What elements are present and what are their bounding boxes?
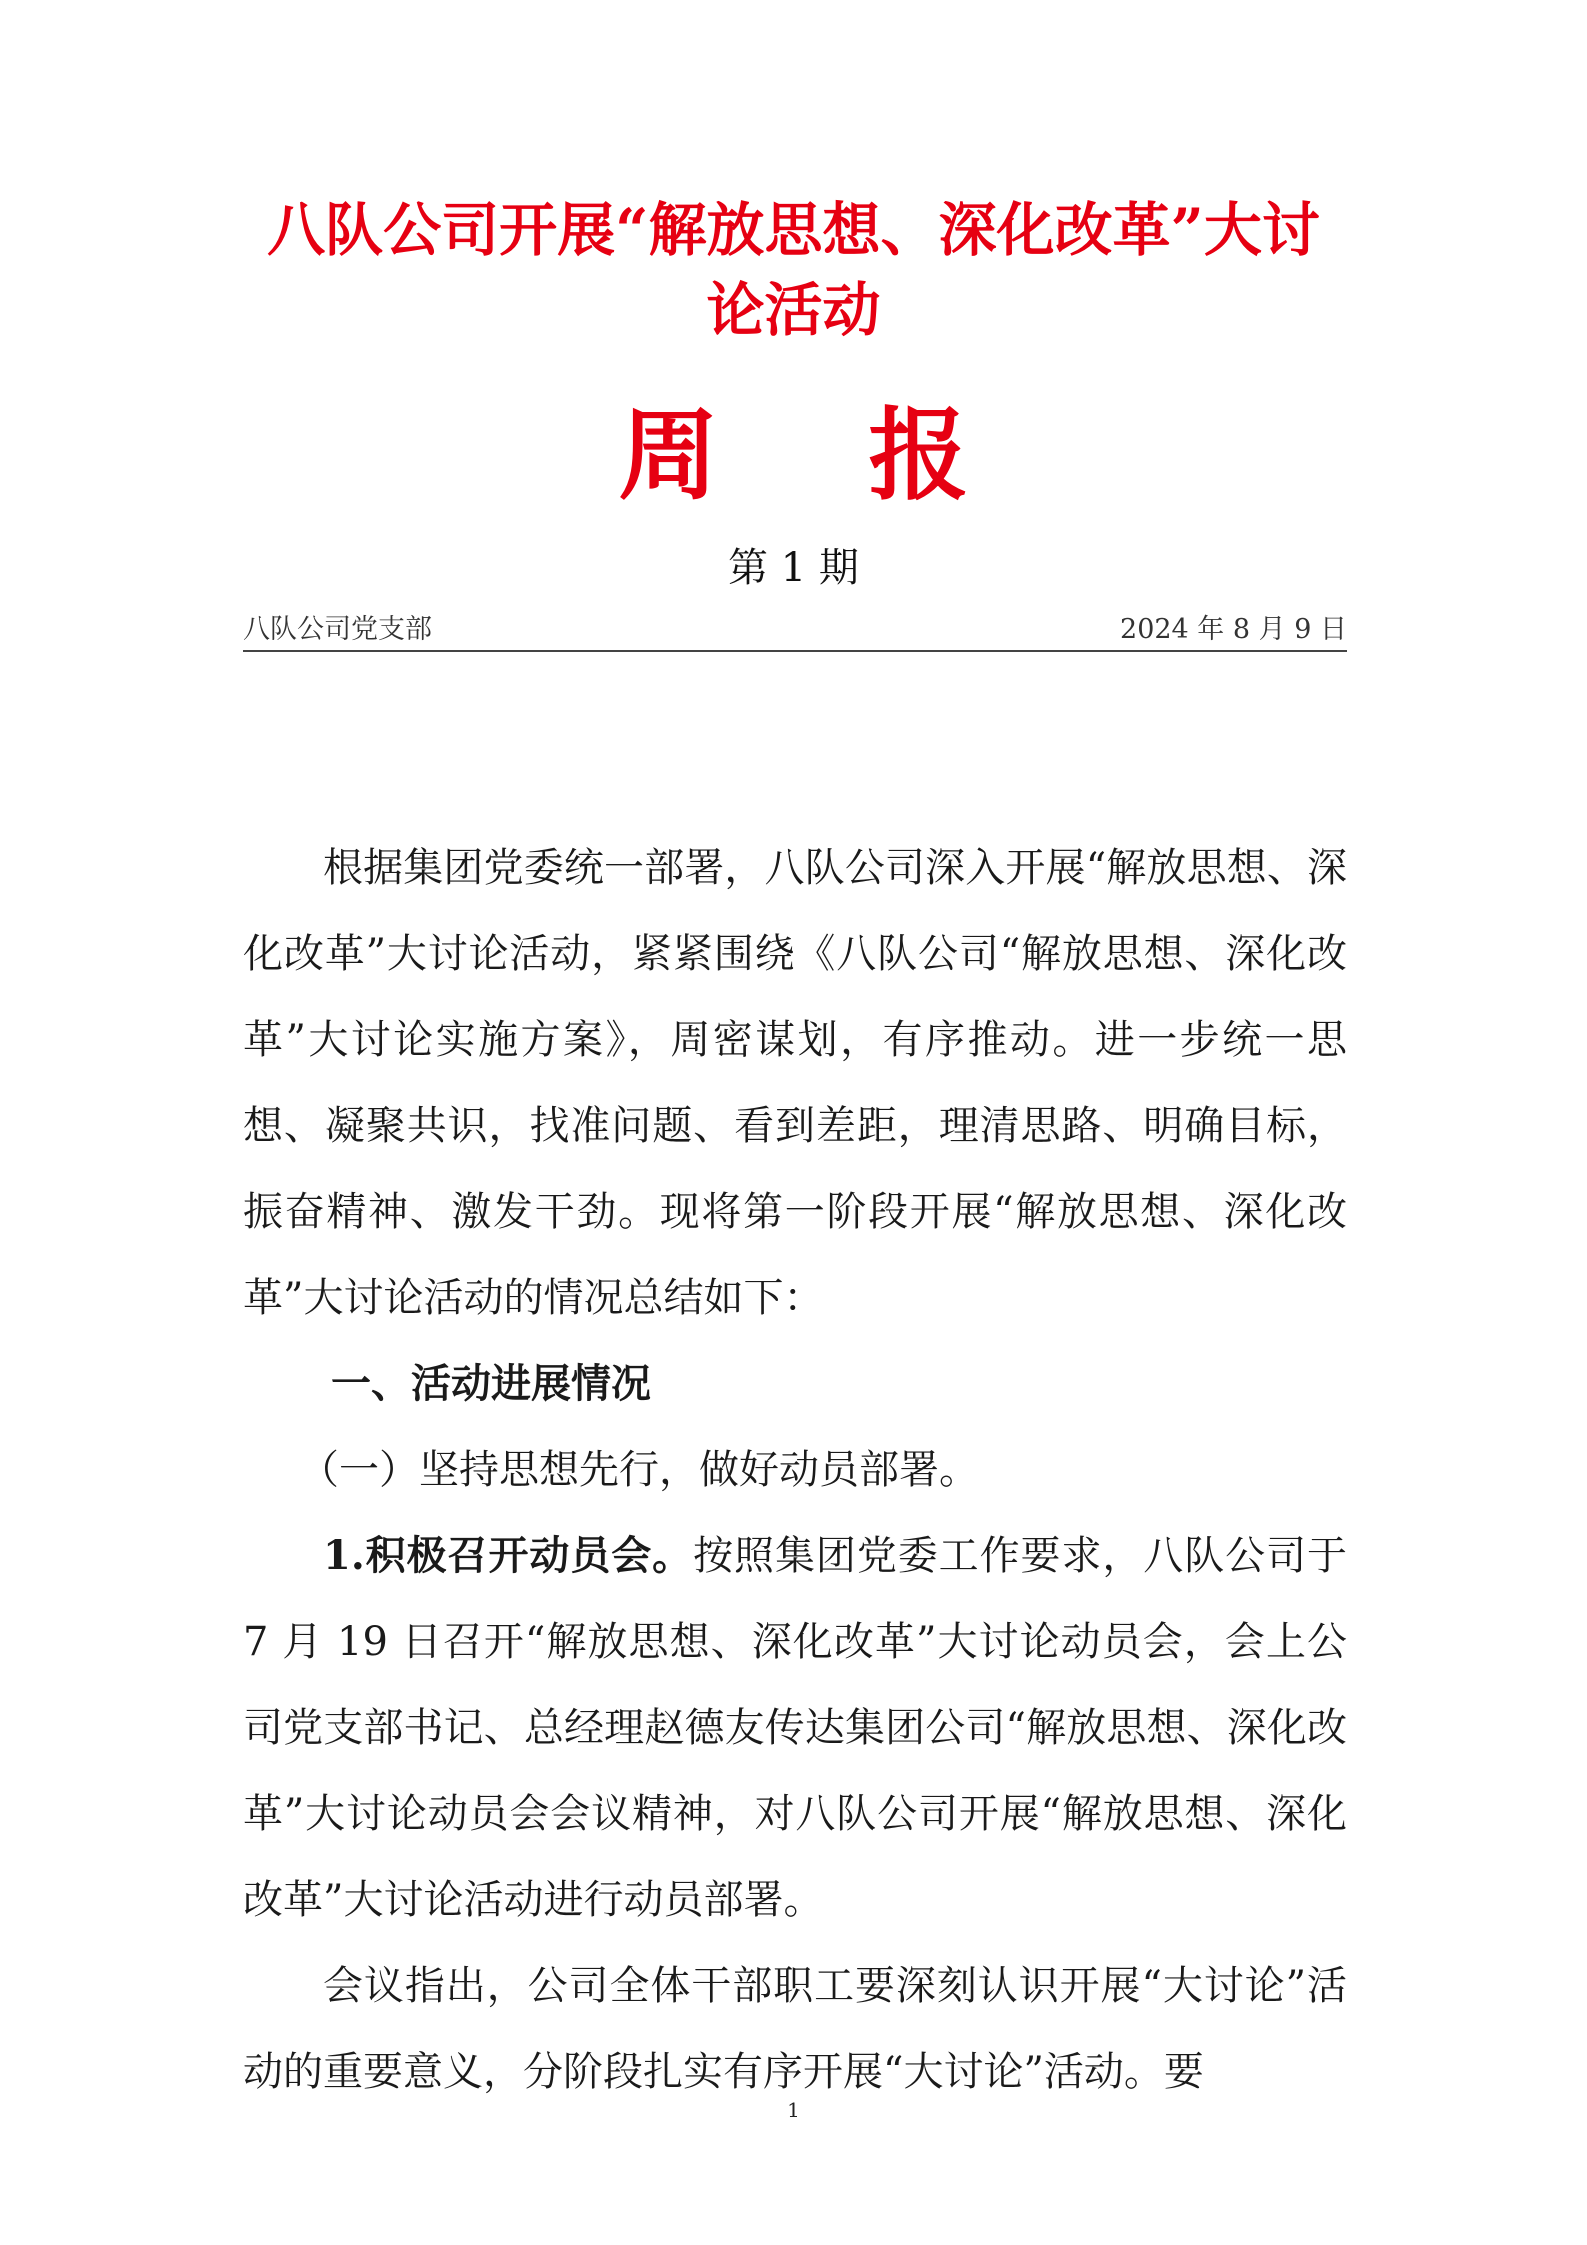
- issue-number: 第 1 期: [728, 545, 859, 591]
- page-number: 1: [787, 2098, 800, 2122]
- subsection-heading-1: （一）坚持思想先行，做好动员部署。: [299, 1447, 979, 1493]
- intro-paragraph: 根据集团党委统一部署，八队公司深入开展“解放思想、深化改革”大讨论活动，紧紧围绕《八队公司“解放思想、深化改革”大讨论实施方案》，周密谋划，有序推动。进一步统一思想、凝聚共识，找准问题、看到差距，理清思路、明确目标，振奋精神、激发干劲。现将第一阶段开展“解放思想、深化改革”大讨论活动的情况总结如下：: [243, 845, 1347, 1321]
- meta-row: [243, 610, 1347, 652]
- document-title: 八队公司开展“解放思想、深化改革”大讨论活动: [267, 196, 1320, 344]
- section-heading-1: 一、活动进展情况: [331, 1361, 651, 1407]
- weekly-report-heading: [240, 396, 1347, 514]
- weekly-char-2: 报: [868, 396, 969, 514]
- issuing-org: 八队公司党支部: [243, 614, 432, 645]
- paragraph-2: 会议指出，公司全体干部职工要深刻认识开展“大讨论”活动的重要意义，分阶段扎实有序开展“大讨论”活动。要: [243, 1963, 1347, 2095]
- issue-date: 2024 年 8 月 9 日: [1120, 614, 1347, 645]
- item-1-text: 按照集团党委工作要求，八队公司于 7 月 19 日召开“解放思想、深化改革”大讨论动员会，会上公司党支部书记、总经理赵德友传达集团公司“解放思想、深化改革”大讨论动员会会议精神，对八队公司开展“解放思想、深化改革”大讨论活动进行动员部署。: [243, 1533, 1348, 1923]
- weekly-char-1: 周: [618, 396, 719, 514]
- item-1-paragraph: [243, 1513, 1347, 1943]
- document-body: [243, 825, 1347, 2115]
- item-1-lead: 1.积极召开动员会。: [323, 1532, 694, 1579]
